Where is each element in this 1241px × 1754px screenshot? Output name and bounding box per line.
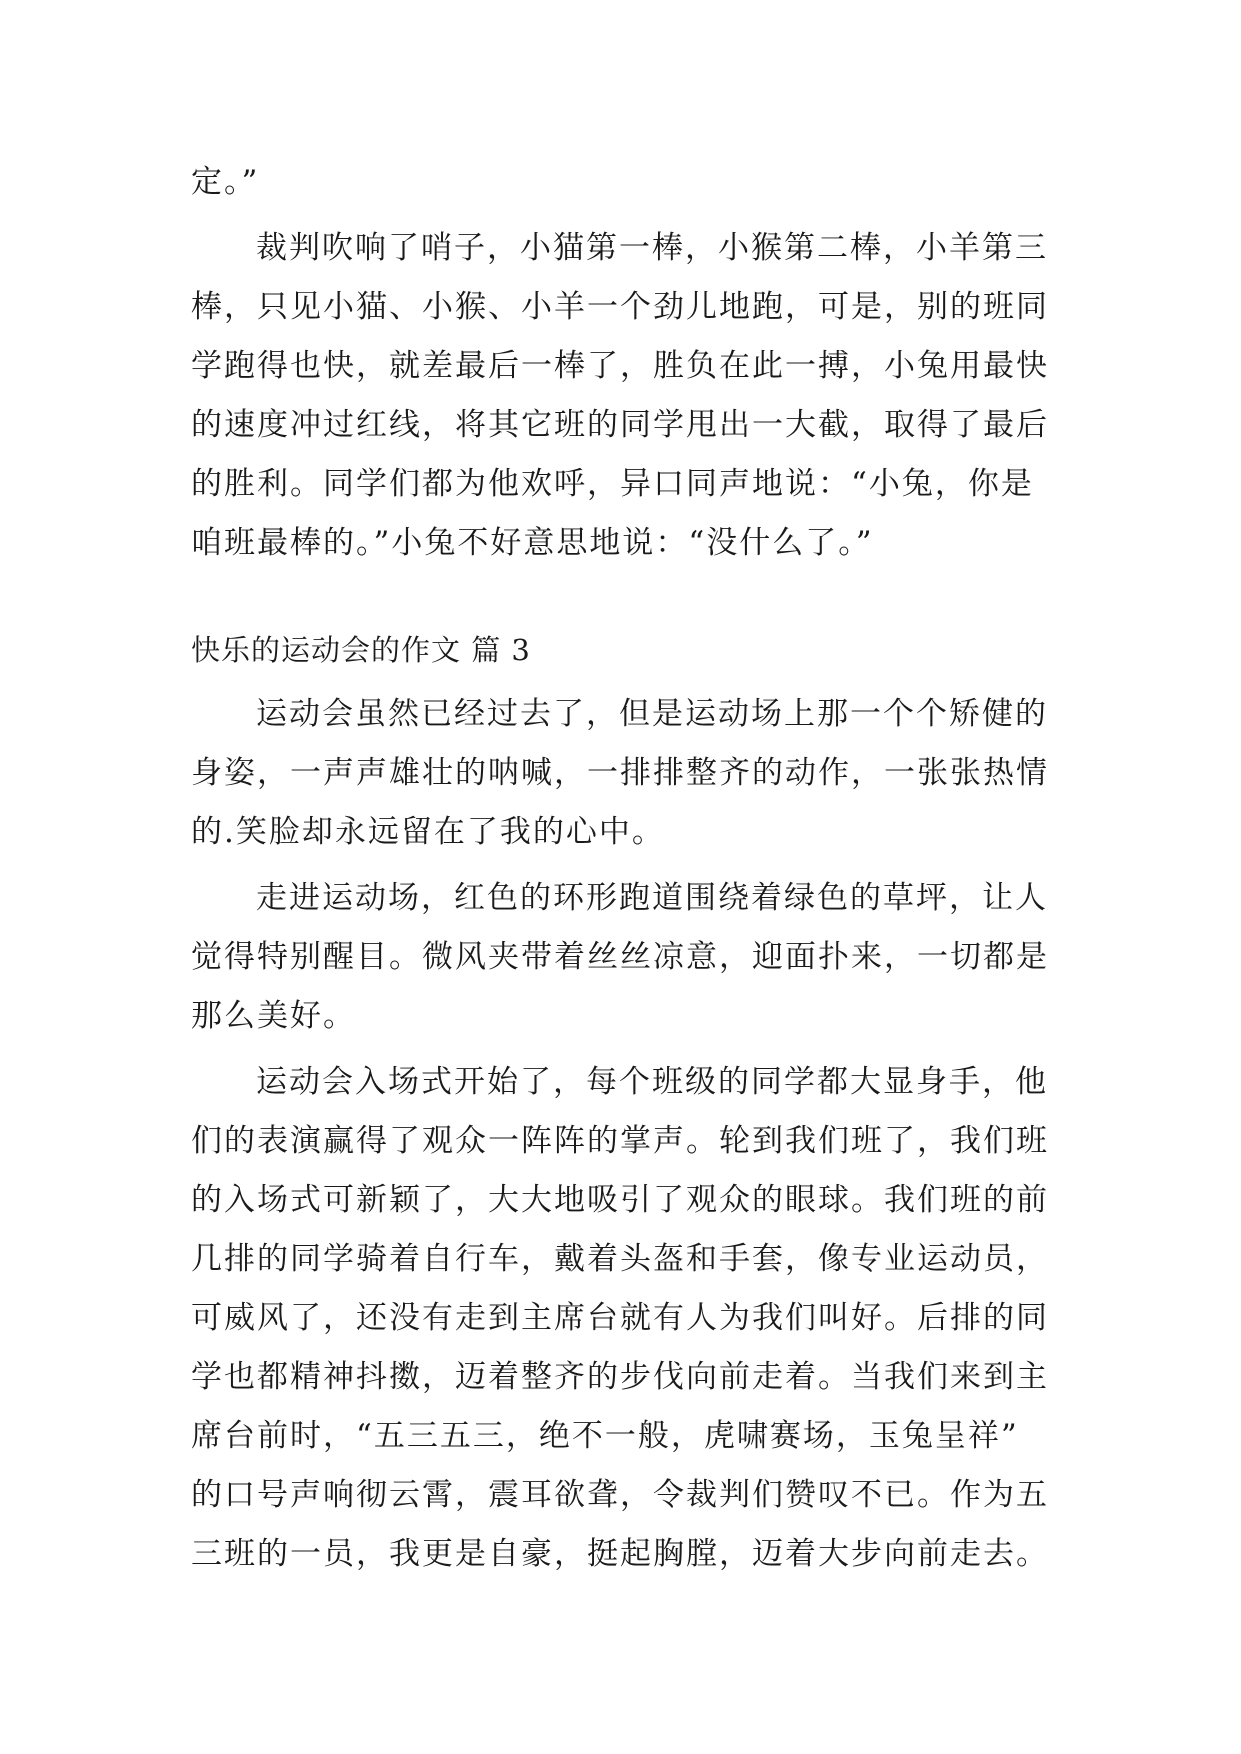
paragraph-line: 那么美好。 [191, 998, 356, 1034]
paragraph-first-line: 走进运动场，红色的环形跑道围绕着绿色的草坪，让人 [256, 880, 1048, 916]
paragraph-line: 可威风了，还没有走到主席台就有人为我们叫好。后排的同 [191, 1300, 1049, 1336]
paragraph-first-line: 运动会入场式开始了，每个班级的同学都大显身手，他 [256, 1064, 1048, 1100]
paragraph-line: 三班的一员，我更是自豪，挺起胸膛，迈着大步向前走去。 [191, 1536, 1049, 1572]
paragraph-line: 的速度冲过红线，将其它班的同学甩出一大截，取得了最后 [191, 407, 1049, 443]
paragraph-first-line: 运动会虽然已经过去了，但是运动场上那一个个矫健的 [256, 696, 1048, 732]
paragraph-line: 棒，只见小猫、小猴、小羊一个劲儿地跑，可是，别的班同 [191, 289, 1049, 325]
paragraph-line: 学跑得也快，就差最后一棒了，胜负在此一搏，小兔用最快 [191, 348, 1049, 384]
paragraph-line: 的胜利。同学们都为他欢呼，异口同声地说：“小兔，你是 [191, 466, 1034, 502]
paragraph-line: 咱班最棒的。”小兔不好意思地说：“没什么了。” [191, 525, 874, 561]
paragraph-line: 学也都精神抖擞，迈着整齐的步伐向前走着。当我们来到主 [191, 1359, 1049, 1395]
paragraph-first-line: 裁判吹响了哨子，小猫第一棒，小猴第二棒，小羊第三 [256, 230, 1048, 266]
paragraph-line: 们的表演赢得了观众一阵阵的掌声。轮到我们班了，我们班 [191, 1123, 1049, 1159]
paragraph-line: 觉得特别醒目。微风夹带着丝丝凉意，迎面扑来，一切都是 [191, 939, 1049, 975]
paragraph-line: 几排的同学骑着自行车，戴着头盔和手套，像专业运动员， [191, 1241, 1049, 1277]
paragraph-line: 的口号声响彻云霄，震耳欲聋，令裁判们赞叹不已。作为五 [191, 1477, 1049, 1513]
paragraph-line: 席台前时，“五三五三，绝不一般，虎啸赛场，玉兔呈祥” [191, 1418, 1019, 1454]
paragraph-line: 的.笑脸却永远留在了我的心中。 [191, 814, 665, 850]
section-heading: 快乐的运动会的作文 篇 3 [191, 633, 531, 667]
paragraph-line: 定。” [191, 164, 260, 200]
paragraph-line: 身姿，一声声雄壮的呐喊，一排排整齐的动作，一张张热情 [191, 755, 1049, 791]
paragraph-line: 的入场式可新颖了，大大地吸引了观众的眼球。我们班的前 [191, 1182, 1049, 1218]
